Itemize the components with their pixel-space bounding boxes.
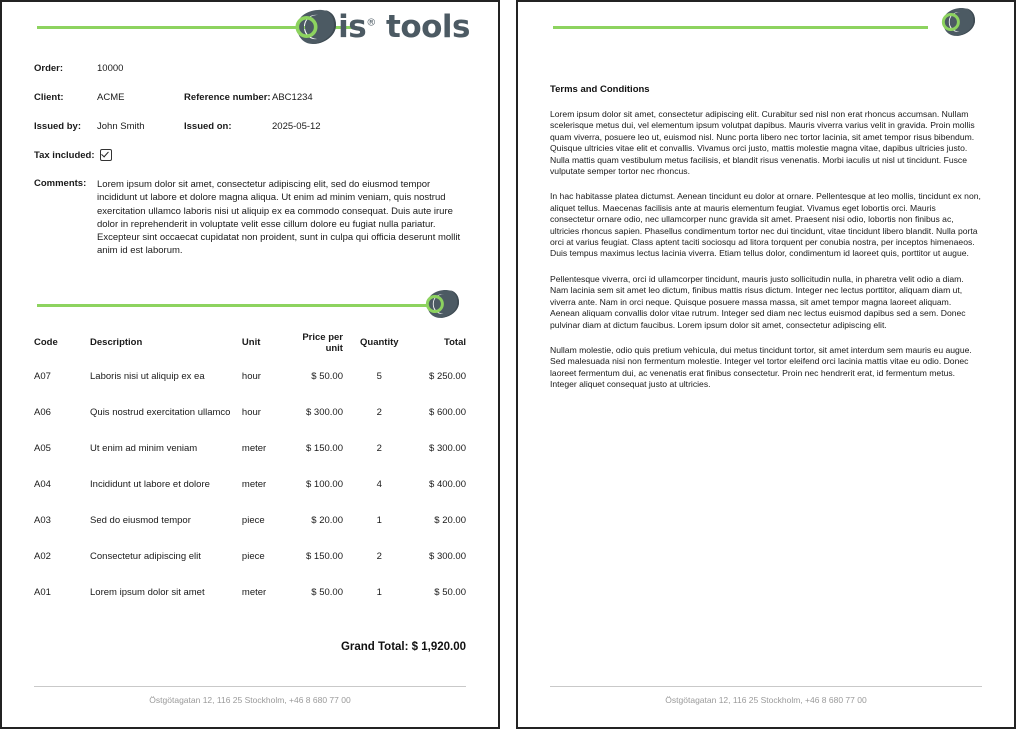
cell-total: $ 300.00 [429,442,466,454]
cell-unit: hour [241,370,261,382]
cell-price: $ 300.00 [306,406,343,418]
table-row [34,515,466,551]
cell-description: Laboris nisi ut aliquip ex ea [90,370,205,382]
tax-included-checkbox[interactable] [100,149,112,161]
client-label: Client: [34,92,64,103]
comments-label: Comments: [34,178,87,189]
registered-mark: ® [366,17,376,29]
page-footer [550,686,982,705]
cell-total: $ 20.00 [434,514,466,526]
reference-number-value: ABC1234 [272,92,313,103]
col-header-unit: Unit [241,337,261,349]
meta-row-order [34,62,466,75]
cell-total: $ 250.00 [429,370,466,382]
terms-paragraph: Lorem ipsum dolor sit amet, consectetur adipiscing elit. Curabitur sed nisl non erat rhoncus accumsan. Nullam scelerisque metus dui, vel elementum ipsum volutpat dapibus. Mauris viverra varius velit in gravida. Proin mollis quam viverra, posuere leo ut, euismod nisl. Nunc porta libero nec tortor lacinia, sit amet tempor risus bibendum. Quisque ultricies vitae elit et convallis. Vivamus orci justo, mattis molestie magna vitae, dapibus ultricies justo. Nulla mattis quam vestibulum metus facilisis, et blandit risus venenatis. Morbi iaculis ut nisl ut tincidunt. Fusce vulputate semper tortor nec rhoncus. [550,109,975,177]
terms-page-header [550,2,982,54]
brand-wordmark [338,8,470,45]
cell-description: Ut enim ad minim veniam [90,442,198,454]
col-header-quantity: Quantity [360,337,399,349]
cell-total: $ 50.00 [434,586,466,598]
issued-on-label: Issued on: [184,121,232,132]
cell-price: $ 20.00 [311,514,343,526]
cell-quantity: 4 [376,478,382,490]
cell-description: Sed do eiusmod tempor [90,514,191,526]
terms-paragraph: In hac habitasse platea dictumst. Aenean tincidunt eu dolor at ornare. Pellentesque at leo mollis, tincidunt ex non, aliquet tellus. Maecenas facilisis ante at mauris elementum feugiat. Vivamus eget lobortis orci. Mauris consectetur ornare odio, nec ullamcorper nunc gravida sit amet. Praesent nisi odio, lobortis non finibus ac, ultricies rhoncus sapien. Phasellus condimentum tortor nec dui tincidunt, vitae tincidunt libero blandit. Nulla porta orci at varius feugiat. Class aptent taciti sociosqu ad litora torquent per conubia nostra, per inceptos himenaeos. Duis tempus maximus lectus lacinia viverra. Etiam tellus dolor, condimentum id laoreet quis, porttitor ut augue. [550,191,981,259]
grand-total: Grand Total: $ 1,920.00 [340,641,466,653]
footer-address: Östgötagatan 12, 116 25 Stockholm, +46 8 680 77 00 [149,695,351,705]
cell-code: A03 [34,514,51,526]
cell-code: A06 [34,406,51,418]
cell-total: $ 300.00 [429,550,466,562]
cell-price: $ 100.00 [306,478,343,490]
tax-included-label: Tax included: [34,150,95,161]
footer-address: Östgötagatan 12, 116 25 Stockholm, +46 8 680 77 00 [665,695,867,705]
cell-unit: meter [241,478,267,490]
brand-logo [291,4,470,50]
cell-unit: piece [241,550,265,562]
issued-by-value: John Smith [97,121,145,132]
brand-word-tools: tools [386,8,470,45]
cell-code: A02 [34,550,51,562]
cell-quantity: 5 [376,370,382,382]
meta-row-client [34,91,466,104]
invoice-page [0,0,500,729]
cell-description: Lorem ipsum dolor sit amet [90,586,205,598]
footer-divider [550,686,982,687]
cell-description: Incididunt ut labore et dolore [90,478,210,490]
eye-leaf-ring-logo-icon [291,5,337,49]
table-row [34,443,466,479]
col-header-description: Description [90,337,143,349]
separator-green-rule [37,304,431,307]
cell-quantity: 2 [376,550,382,562]
cell-code: A05 [34,442,51,454]
invoice-meta [34,62,466,258]
cell-unit: hour [241,406,261,418]
terms-title: Terms and Conditions [550,84,650,95]
meta-row-tax-included [34,149,466,162]
order-label: Order: [34,63,64,74]
cell-quantity: 1 [376,514,382,526]
comments-block [34,178,466,258]
cell-code: A04 [34,478,51,490]
section-separator [34,286,466,326]
footer-divider [34,686,466,687]
cell-code: A01 [34,586,51,598]
col-header-total: Total [444,337,466,349]
page-header [34,2,470,54]
terms-page [516,0,1016,729]
cell-code: A07 [34,370,51,382]
cell-price: $ 50.00 [311,370,343,382]
issued-on-value: 2025-05-12 [272,121,321,132]
header-green-rule [553,26,928,29]
cell-price: $ 150.00 [306,550,343,562]
comments-text: Lorem ipsum dolor sit amet, consectetur adipiscing elit, sed do eiusmod tempor incididunt ut labore et dolore magna aliqua. Ut enim ad minim veniam, quis nostrud exercitation ullamco laboris nisi ut aliquip ex ea commodo consequat. Duis aute irure dolor in reprehenderit in voluptate velit esse cillum dolore eu fugiat nulla pariatur. Excepteur sint occaecat cupidatat non proident, sunt in culpa qui officia deserunt mollit anim id est laborum. [97,179,461,257]
cell-quantity: 1 [376,586,382,598]
table-row [34,551,466,587]
cell-description: Consectetur adipiscing elit [90,550,201,562]
client-value: ACME [97,92,125,103]
terms-paragraph: Nullam molestie, odio quis pretium vehicula, dui metus tincidunt tortor, sit amet interdum sem mauris eu augue. Sed malesuada nisi non fermentum molestie. Integer vel tortor eleifend orci lacinia mattis vitae eu odio. Donec laoreet fermentum dui, ac venenatis erat finibus consectetur. Proin nec hendrerit erat, id fermentum metus. Integer aliquet consequat justo at ultricies. [550,344,972,390]
reference-number-label: Reference number: [184,92,271,103]
order-value: 10000 [97,63,124,74]
col-header-code: Code [34,337,58,349]
cell-total: $ 400.00 [429,478,466,490]
brand-word-is: is [338,8,367,45]
line-items-table [34,332,466,623]
terms-body [550,109,982,391]
table-row [34,587,466,623]
eye-leaf-ring-logo-icon [926,4,988,40]
col-header-price: Price per unit [302,331,343,354]
cell-quantity: 2 [376,406,382,418]
issued-by-label: Issued by: [34,121,81,132]
cell-unit: meter [241,442,267,454]
page-footer [34,686,466,705]
meta-row-issued-by [34,120,466,133]
terms-paragraph: Pellentesque viverra, orci id ullamcorper tincidunt, mauris justo sollicitudin nulla, in pharetra velit odio a diam. Nam lacinia sem sit amet leo dictum, finibus mattis risus dictum. Integer nec lectus porttitor, aliquam diam ut, viverra ante. Nam in orci neque. Quisque posuere massa massa, sit amet tempor magna laoreet aliquam. Aenean aliquam convallis dolor vitae rutrum. Integer sed diam nec lectus euismod dapibus sed a sem. Donec pulvinar diam at dictum faucibus. Lorem ipsum dolor sit amet, consectetur adipiscing elit. [550,273,966,330]
table-row [34,479,466,515]
cell-unit: piece [241,514,265,526]
table-header-row [34,332,466,371]
cell-quantity: 2 [376,442,382,454]
cell-price: $ 50.00 [311,586,343,598]
table-row [34,371,466,407]
cell-total: $ 600.00 [429,406,466,418]
cell-description: Quis nostrud exercitation ullamco [90,406,231,418]
eye-leaf-ring-logo-icon [410,286,472,322]
line-items-body [34,371,466,623]
cell-price: $ 150.00 [306,442,343,454]
cell-unit: meter [241,586,267,598]
table-row [34,407,466,443]
